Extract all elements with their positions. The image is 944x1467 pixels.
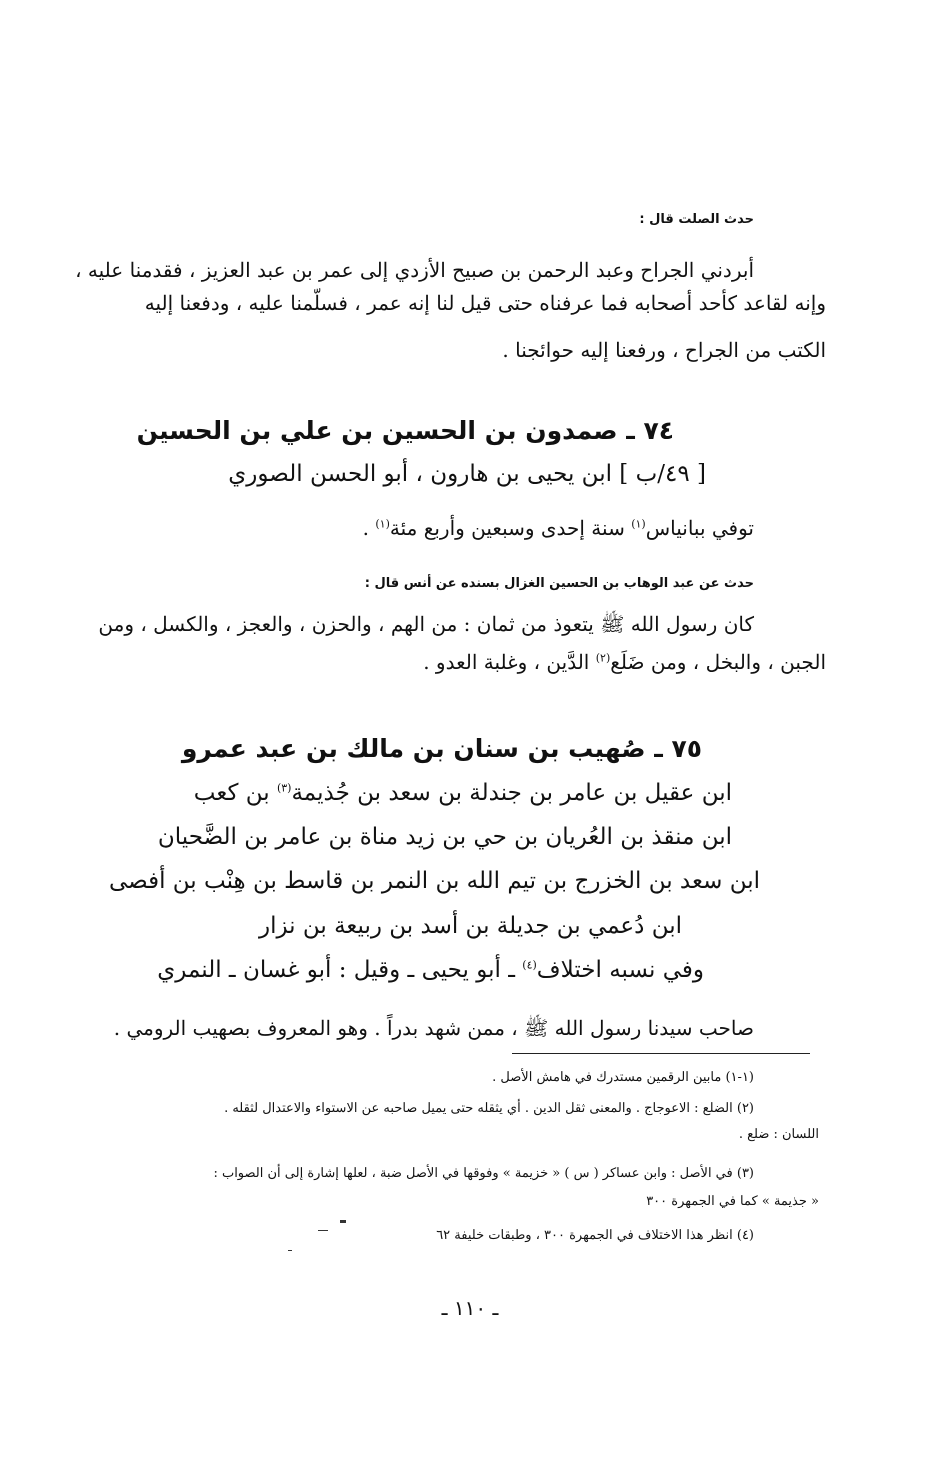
lineage-line <box>157 957 704 983</box>
lineage-text: ـ أبو يحيى ـ وقيل : أبو غسان ـ النمري <box>157 957 523 983</box>
body-line: أبردني الجراح وعبد الرحمن بن صبيح الأزدي إلى عمر بن عبد العزيز ، فقدمنا عليه ، <box>75 258 754 282</box>
scan-speck <box>288 1250 292 1251</box>
death-text: سنة إحدى وسبعين وأربع مئة <box>389 516 632 540</box>
body-line: الكتب من الجراح ، ورفعنا إليه حوائجنا . <box>502 338 826 362</box>
entry-heading: ٧٤ ـ صمدون بن الحسين بن علي بن الحسين <box>136 416 674 445</box>
footnote-ref: (١) <box>375 517 390 531</box>
death-line <box>363 516 754 540</box>
body-line: وإنه لقاعد كأحد أصحابه فما عرفناه حتى قيل لنا إنه عمر ، فسلّمنا عليه ، ودفعنا إليه <box>144 291 826 315</box>
footnote: (٢) الضلع : الاعوجاج . والمعنى ثقل الدين . أي يثقله حتى يميل صاحبه عن الاستواء والاعتدال لثقله . <box>224 1101 754 1116</box>
lineage-line: ابن سعد بن الخزرج بن تيم الله بن النمر بن قاسط بن هِنْب بن أفصى <box>108 868 760 894</box>
lineage-text: ابن عقيل بن عامر بن جندلة بن سعد بن جُذيمة <box>291 780 732 806</box>
lineage-text: وفي نسبه اختلاف <box>536 957 704 983</box>
footnote: (١-١) مابين الرقمين مستدرك في هامش الأصل . <box>492 1070 754 1085</box>
footnote-ref: (٤) <box>522 958 537 972</box>
footnote-ref: (١) <box>631 517 646 531</box>
footnote: (٤) انظر هذا الاختلاف في الجمهرة ٣٠٠ ، وطبقات خليفة ٦٢ <box>436 1228 754 1243</box>
footnote-ref: (٢) <box>595 651 611 665</box>
companion-line: صاحب سيدنا رسول الله ﷺ ، ممن شهد بدراً . وهو المعروف بصهيب الرومي . <box>113 1016 754 1040</box>
hadith-text: الجبن ، والبخل ، ومن ضَلَع <box>610 650 826 674</box>
hadith-line <box>423 650 826 674</box>
scan-speck <box>318 1230 328 1231</box>
narration-chain: حدث الصلت قال : <box>639 212 754 227</box>
narration-chain: حدث عن عبد الوهاب بن الحسين الغزال بسنده عن أنس قال : <box>364 576 754 591</box>
death-text: . <box>362 516 376 540</box>
lineage-line: ابن دُعمي بن جديلة بن أسد بن ربيعة بن نزار <box>258 913 682 939</box>
entry-heading: ٧٥ ـ صُهيب بن سنان بن مالك بن عبد عمرو <box>181 734 702 763</box>
footnote: اللسان : ضلع . <box>738 1127 819 1142</box>
hadith-text: الدَّين ، وغلبة العدو . <box>423 650 596 674</box>
footnote: (٣) في الأصل : وابن عساكر ( س ) « خزيمة » وفوقها في الأصل ضبة ، لعلها إشارة إلى أن الصواب : <box>213 1166 754 1181</box>
scan-speck <box>340 1220 346 1223</box>
death-text: توفي ببانياس <box>645 516 754 540</box>
lineage-line: ابن منقذ بن العُريان بن حي بن زيد مناة بن عامر بن الضَّحيان <box>157 824 732 850</box>
lineage-line <box>194 780 732 806</box>
entry-subheading: [ ٤٩/ب ] ابن يحيى بن هارون ، أبو الحسن الصوري <box>228 461 706 487</box>
footnote: « جذيمة » كما في الجمهرة ٣٠٠ <box>646 1194 819 1209</box>
hadith-line: كان رسول الله ﷺ يتعوذ من ثمان : من الهم ، والحزن ، والعجز ، والكسل ، ومن <box>98 612 754 636</box>
footnote-separator <box>512 1053 810 1054</box>
footnote-ref: (٣) <box>276 781 292 795</box>
lineage-text: بن كعب <box>193 780 277 806</box>
page-number: ـ ١١٠ ـ <box>441 1296 499 1320</box>
